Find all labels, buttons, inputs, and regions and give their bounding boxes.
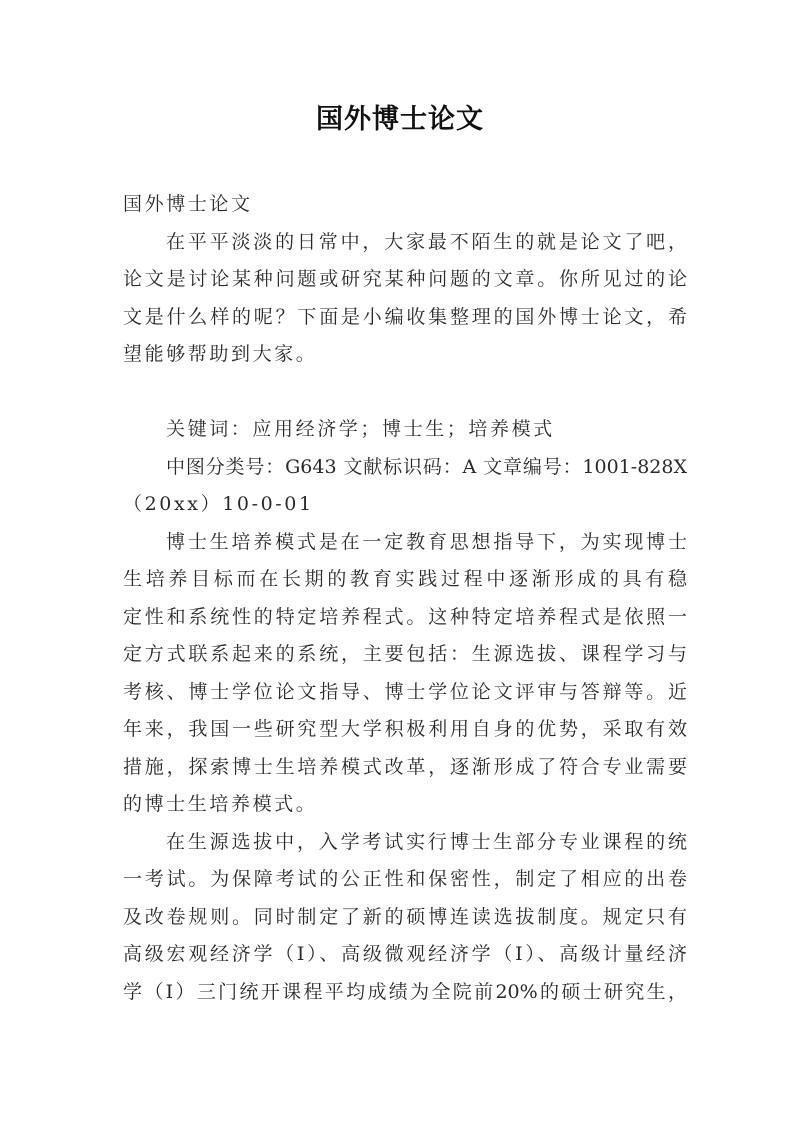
text-line: （20xx）10-0-01	[123, 493, 314, 515]
text-line: 在生源选拔中，入学考试实行博士生部分专业课程的统	[166, 830, 687, 853]
keywords-paragraph	[123, 411, 687, 449]
text-line: 生培养目标而在长期的教育实践过程中逐渐形成的具有稳	[123, 568, 687, 590]
text-line: 及改卷规则。同时制定了新的硕博连读选拔制度。规定只有	[123, 905, 687, 928]
blank-line	[123, 374, 687, 412]
text-line: 学（I）三门统开课程平均成绩为全院前20%的硕士研究生，	[123, 980, 687, 1003]
text-line: 定方式联系起来的系统，主要包括：生源选拔、课程学习与	[123, 643, 687, 665]
text-line: 中图分类号：G643 文献标识码：A 文章编号：1001-828X	[166, 455, 687, 478]
section-heading	[123, 186, 687, 224]
text-line: 的博士生培养模式。	[123, 793, 318, 815]
body-paragraph	[123, 824, 687, 1012]
text-line: 文是什么样的呢？下面是小编收集整理的国外博士论文，希	[123, 305, 687, 328]
intro-paragraph	[123, 224, 687, 374]
text-line: 措施，探索博士生培养模式改革，逐渐形成了符合专业需要	[123, 755, 687, 778]
body-paragraph	[123, 524, 687, 824]
text-line: 望能够帮助到大家。	[123, 343, 318, 365]
classification-paragraph	[123, 449, 687, 524]
text-line: 考核、博士学位论文指导、博士学位论文评审与答辩等。近	[123, 680, 687, 703]
document-body	[123, 186, 687, 1011]
text-line: 年来，我国一些研究型大学积极利用自身的优势，采取有效	[123, 718, 687, 740]
text-line: 高级宏观经济学（I）、高级微观经济学（I）、高级计量经济	[123, 943, 687, 965]
text-line: 论文是讨论某种问题或研究某种问题的文章。你所见过的论	[123, 268, 687, 290]
text-line: 博士生培养模式是在一定教育思想指导下，为实现博士	[166, 530, 687, 553]
text-line: 关键词：应用经济学；博士生；培养模式	[166, 418, 555, 440]
document-title: 国外博士论文	[316, 104, 484, 135]
text-line: 一考试。为保障考试的公正性和保密性，制定了相应的出卷	[123, 868, 687, 890]
heading-line: 国外博士论文	[123, 193, 253, 215]
text-line: 在平平淡淡的日常中，大家最不陌生的就是论文了吧，	[166, 230, 687, 253]
text-line: 定性和系统性的特定培养程式。这种特定培养程式是依照一	[123, 605, 687, 628]
